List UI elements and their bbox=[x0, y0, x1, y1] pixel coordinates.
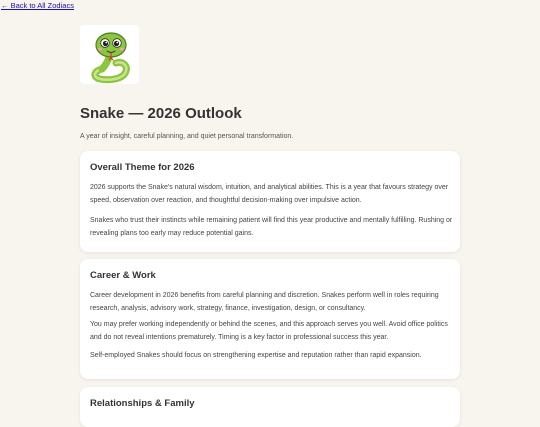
page-subtitle: A year of insight, careful planning, and quiet personal transformation. bbox=[80, 133, 294, 140]
section-paragraph: 2026 supports the Snake’s natural wisdom, intuition, and analytical abilities. This is a year that favours strategy over speed, observation over reaction, and thoughtful decision-making over impulsive action. bbox=[90, 184, 449, 204]
page-title: Snake — 2026 Outlook bbox=[80, 105, 242, 122]
overall-theme-card bbox=[80, 151, 460, 252]
section-paragraph: You may prefer working independently or behind the scenes, and this approach serves you well. Avoid office politics and do not reveal intentions prematurely. Timing is a key factor in professional success this year. bbox=[90, 321, 448, 341]
snake-mascot-icon bbox=[80, 25, 139, 84]
relationships-family-card bbox=[80, 387, 460, 427]
career-work-card bbox=[80, 259, 460, 379]
section-paragraph: Career development in 2026 benefits from careful planning and discretion. Snakes perform well in roles requiring research, analysis, advisory work, strategy, finance, investigation, design, or consultancy. bbox=[90, 292, 439, 312]
section-paragraph: Snakes who trust their instincts while remaining patient will find this year productive and mentally fulfilling. Rushing or revealing plans too early may reduce potential gains. bbox=[90, 217, 453, 237]
section-paragraph: Self-employed Snakes should focus on strengthening expertise and reputation rather than rapid expansion. bbox=[90, 352, 422, 359]
section-heading: Career & Work bbox=[90, 270, 156, 281]
section-heading: Overall Theme for 2026 bbox=[90, 162, 195, 173]
section-heading: Relationships & Family bbox=[90, 398, 195, 409]
back-to-all-zodiacs-link[interactable]: ← Back to All Zodiacs bbox=[1, 1, 74, 10]
